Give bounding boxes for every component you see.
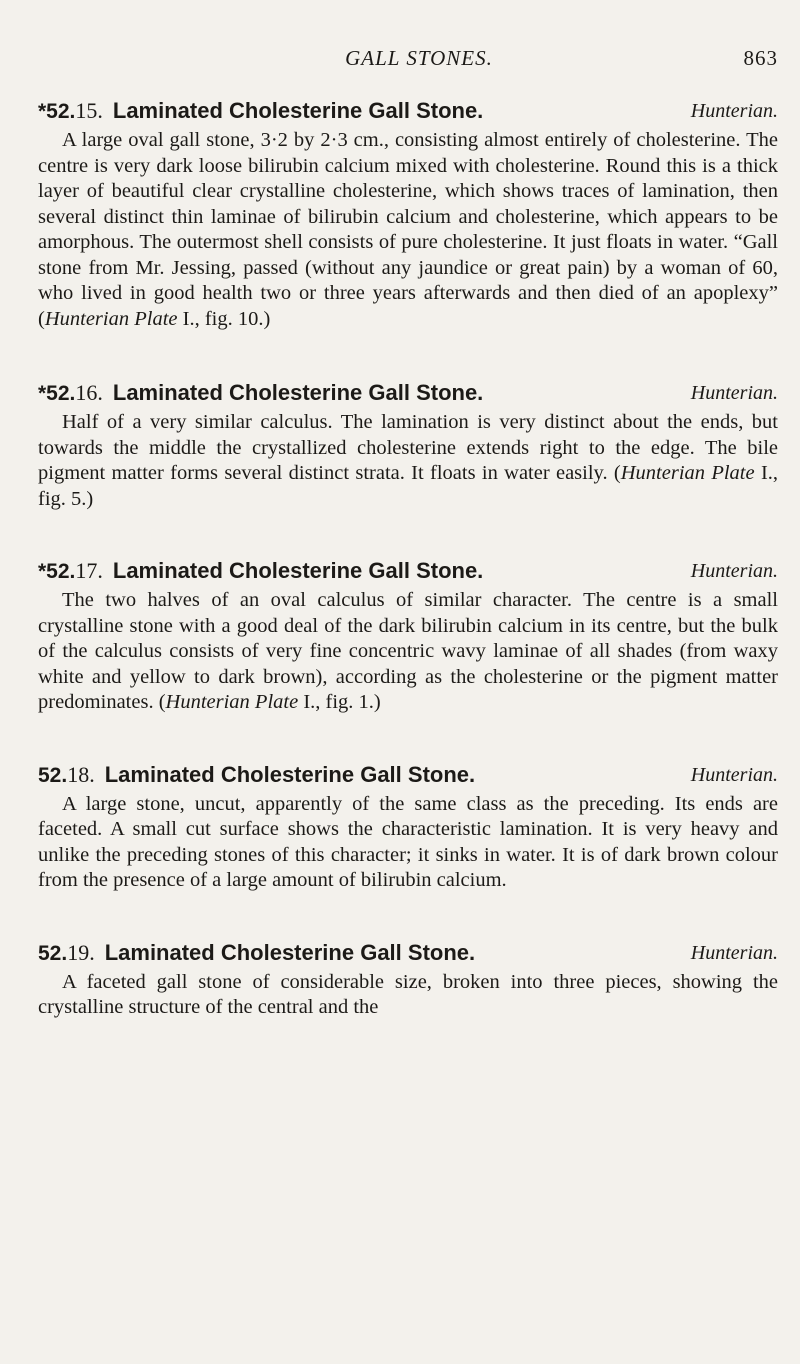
entry-title: Laminated Cholesterine Gall Stone. bbox=[112, 558, 484, 583]
entry-sub-number: 16. bbox=[75, 380, 103, 405]
entry-description: A large stone, uncut, apparently of the same class as the preceding. Its ends are faceted. A small cut surface shows the characteristic lamination. It is very heavy and unlike the preceding stones of this character; it sinks in water. It is of dark brown colour from the presence of a large amount of bilirubin calcium. bbox=[38, 792, 778, 891]
entry-number: *52. bbox=[38, 100, 76, 123]
entry-sub-number: 15. bbox=[75, 98, 103, 123]
entry-sub-number: 19. bbox=[67, 939, 95, 965]
entry-description: The two halves of an oval calculus of similar character. The centre is a small crystalline stone with a good deal of the dark bilirubin calcium in its centre, but the bulk of the calculus consists of very fine concentric wavy laminae of all shades (from waxy white and yellow to dark brown), according as the cholesterine or the pigment matter predominates. (Hunterian Plate I., fig. 1.) bbox=[38, 589, 778, 713]
entry-description: A large oval gall stone, 3·2 by 2·3 cm., consisting almost entirely of cholesterine. The centre is very dark loose bilirubin calcium mixed with cholesterine. Round this is a thick layer of beautiful clear crystalline cholesterine, which shows traces of lamination, then several distinct thin laminae of bilirubin calcium and cholesterine, which appears to be amorphous. The outermost shell consists of pure cholesterine. It just floats in water. “Gall stone from Mr. Jessing, passed (without any jaundice or great pain) by a woman of 60, who lived in good health two or three years afterwards and then died of an apoplexy” (Hunterian Plate I., fig. 10.) bbox=[38, 129, 778, 330]
entry-heading bbox=[38, 94, 778, 128]
entry-collection: Hunterian. bbox=[690, 560, 778, 582]
entry-text: The two halves of an oval calculus of similar character. The centre is a small crystalline stone with a good deal of the dark bilirubin calcium in its centre, but the bulk of the calculus consists of very fine concentric wavy laminae of all shades (from waxy white and yellow to dark brown), according as the cholesterine or the pigment matter predominates. bbox=[38, 589, 778, 713]
entry-title: Laminated Cholesterine Gall Stone. bbox=[104, 939, 476, 965]
catalogue-entry bbox=[38, 936, 778, 1021]
plate-reference: Hunterian Plate bbox=[620, 462, 755, 484]
entry-collection: Hunterian. bbox=[690, 100, 778, 122]
entry-description: A faceted gall stone of considerable size, broken into three pieces, showing the crystalline structure of the central and the bbox=[38, 970, 778, 1018]
entry-text: Half of a very similar calculus. The lamination is very distinct about the ends, but towards the middle the crystallized cholesterine extends right to the edge. The bile pigment matter forms several distinct strata. It floats in water easily. bbox=[38, 411, 778, 484]
catalogue-entry bbox=[38, 758, 778, 894]
running-title: GALL STONES. bbox=[345, 46, 493, 70]
entry-sub-number: 18. bbox=[67, 761, 95, 787]
plate-reference: Hunterian Plate bbox=[44, 307, 178, 330]
page-number: 863 bbox=[743, 46, 778, 70]
entry-heading bbox=[38, 376, 778, 410]
plate-reference: Hunterian Plate bbox=[165, 691, 299, 713]
figure-reference: I., fig. 10.) bbox=[182, 307, 271, 330]
entry-collection: Hunterian. bbox=[690, 382, 778, 404]
entry-collection: Hunterian. bbox=[690, 941, 778, 964]
entry-title: Laminated Cholesterine Gall Stone. bbox=[112, 380, 484, 405]
entry-title: Laminated Cholesterine Gall Stone. bbox=[112, 98, 484, 123]
entry-description: Half of a very similar calculus. The lamination is very distinct about the ends, but towards the middle the crystallized cholesterine extends right to the edge. The bile pigment matter forms several distinct strata. It floats in water easily. (Hunterian Plate I., fig. 5.) bbox=[38, 411, 779, 510]
running-head bbox=[60, 46, 778, 80]
entry-text: A large oval gall stone, 3·2 by 2·3 cm., consisting almost entirely of cholesterine. The centre is very dark loose bilirubin calcium mixed with cholesterine. Round this is a thick layer of beautiful clear crystalline cholesterine, which shows traces of lamination, then several distinct thin laminae of bilirubin calcium and cholesterine, which appears to be amorphous. The outermost shell consists of pure cholesterine. It just floats in water. “Gall stone from Mr. Jessing, passed (without any jaundice or great pain) by a woman of 60, who lived in good health two or three years afterwards and then died of an apoplexy” bbox=[38, 129, 778, 304]
entry-number: 52. bbox=[38, 941, 68, 965]
entry-collection: Hunterian. bbox=[690, 763, 778, 786]
entry-heading bbox=[38, 936, 778, 970]
catalogue-entry bbox=[38, 376, 778, 512]
catalogue-entries bbox=[38, 94, 778, 1063]
entry-number: 52. bbox=[38, 763, 68, 787]
entry-heading bbox=[38, 758, 778, 792]
catalogue-entry bbox=[38, 554, 778, 716]
entry-number: *52. bbox=[38, 560, 76, 583]
figure-reference: I., fig. 1.) bbox=[303, 691, 381, 713]
figure-reference: I., fig. 5.) bbox=[38, 462, 779, 510]
entry-sub-number: 17. bbox=[75, 558, 103, 583]
entry-heading bbox=[38, 554, 778, 588]
catalogue-entry bbox=[38, 94, 778, 332]
entry-number: *52. bbox=[38, 382, 76, 405]
entry-title: Laminated Cholesterine Gall Stone. bbox=[104, 761, 476, 787]
